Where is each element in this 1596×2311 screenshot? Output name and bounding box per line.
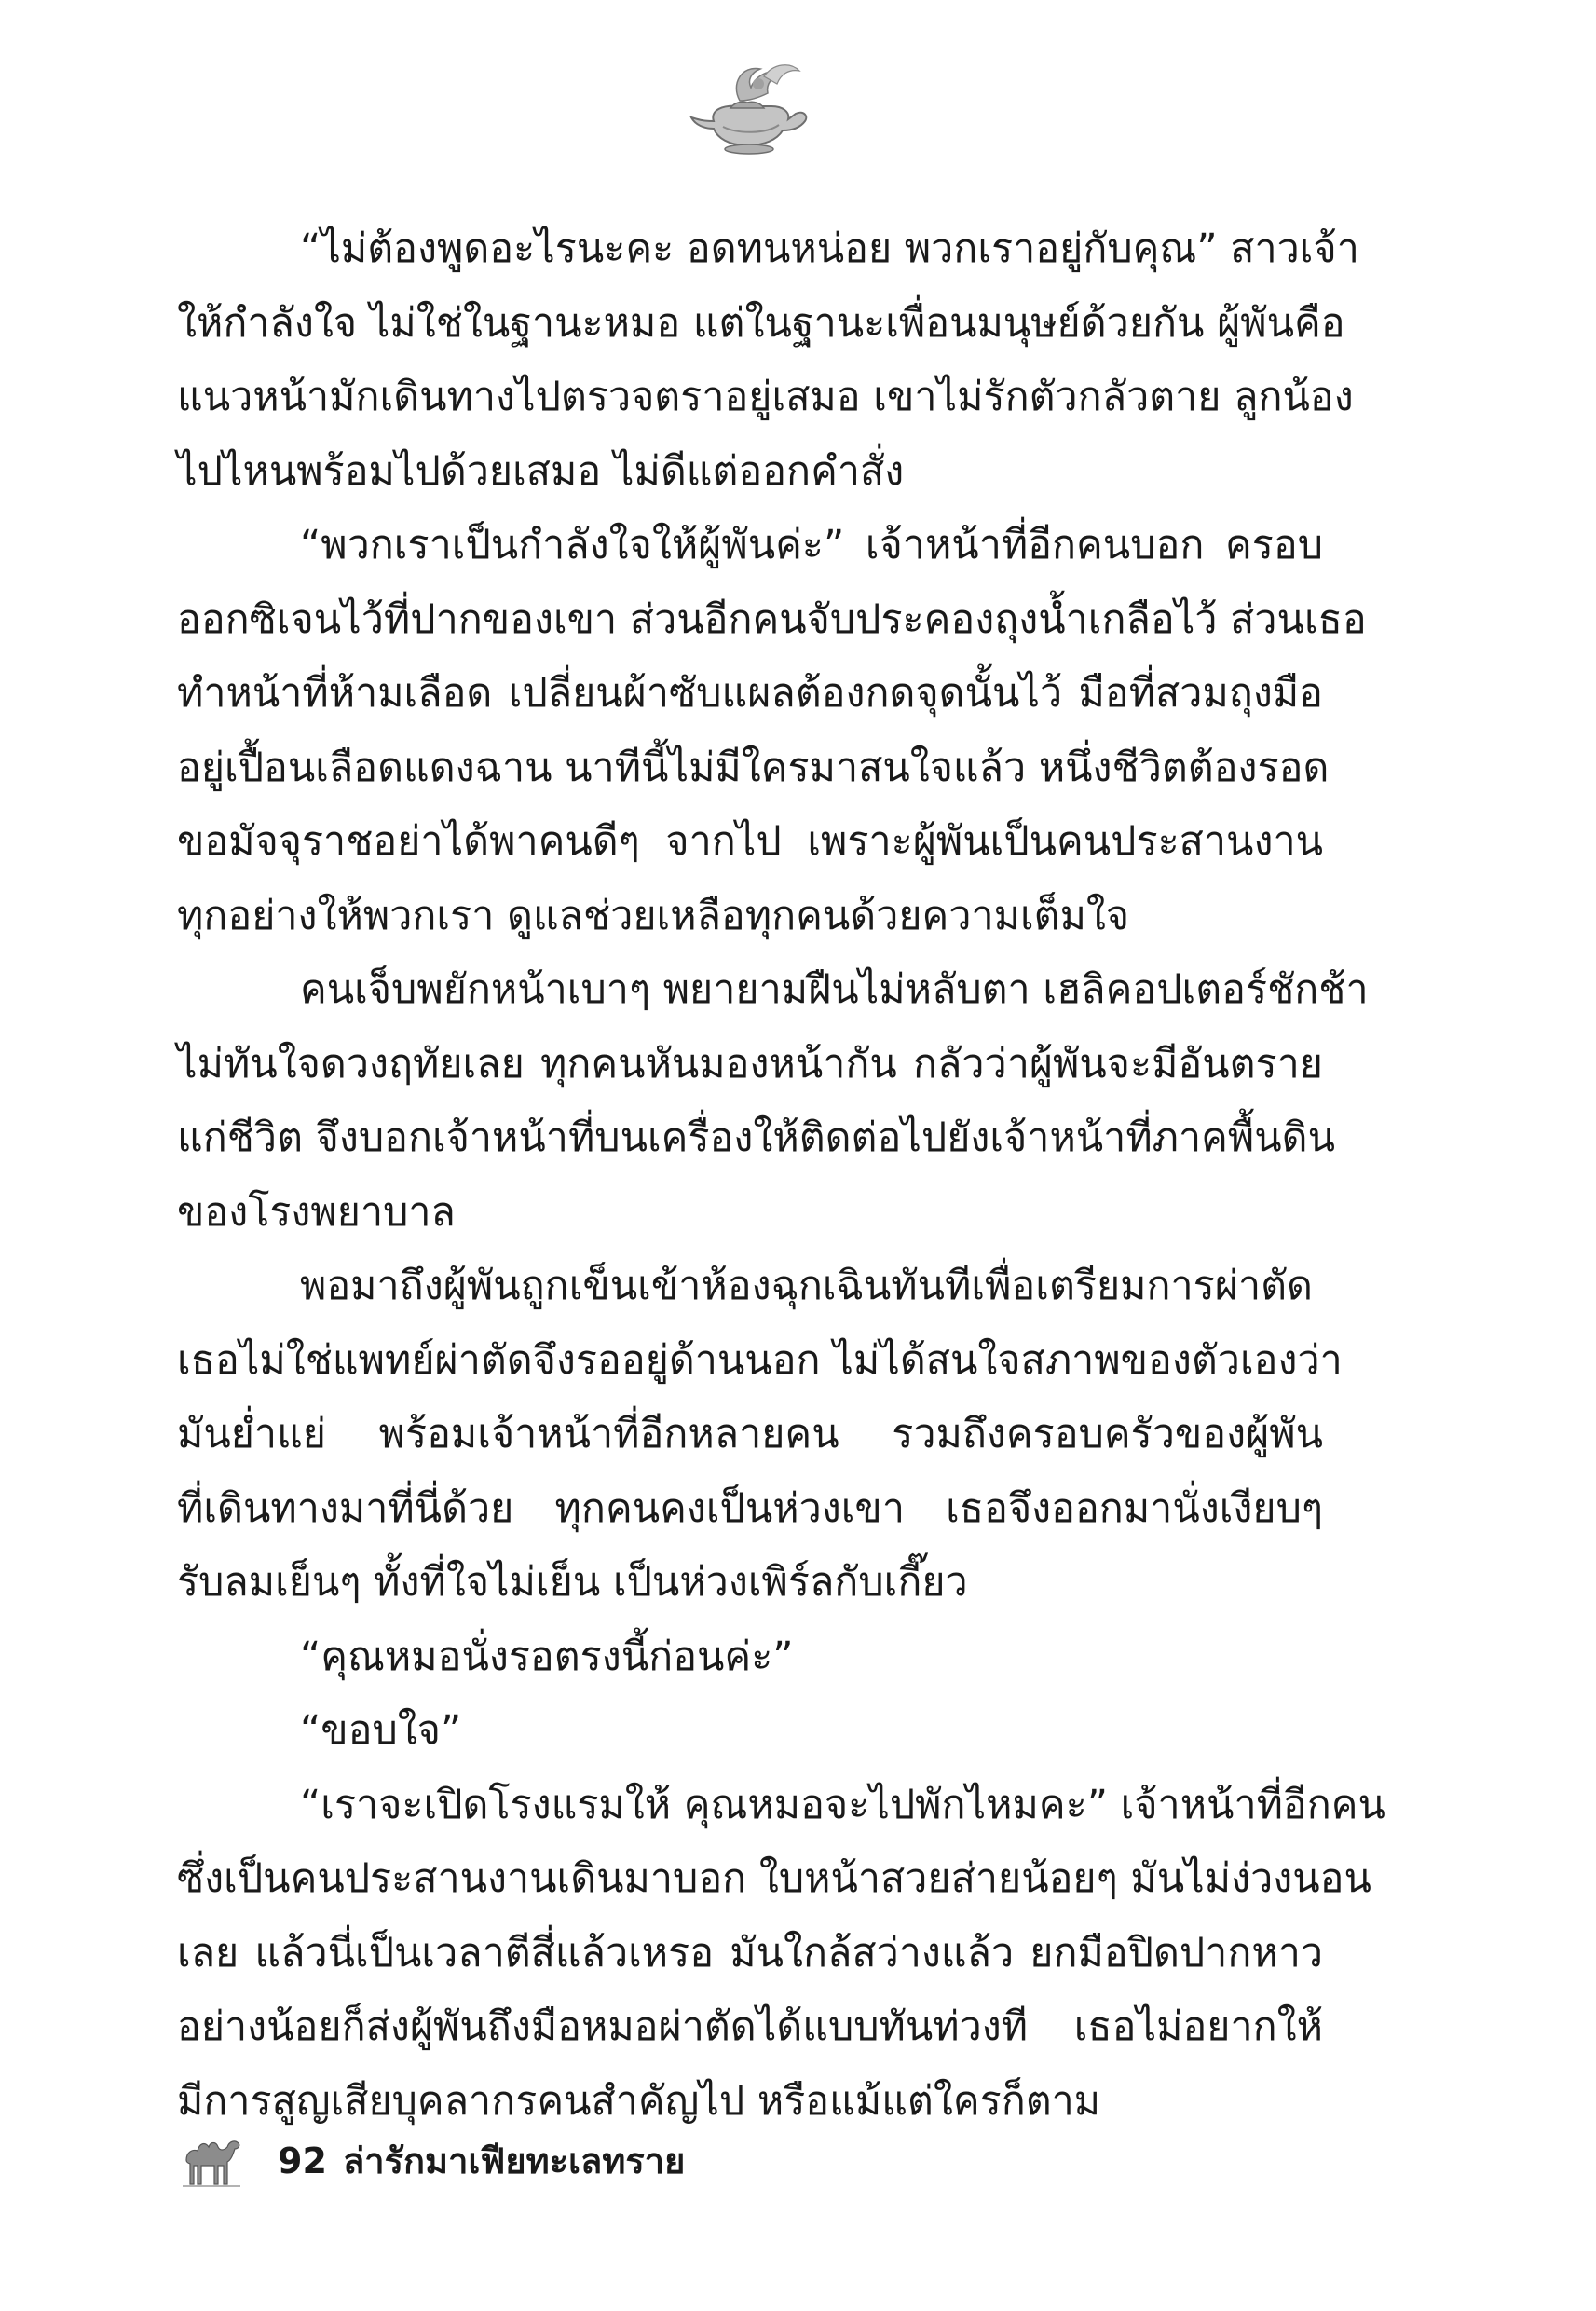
text-line: แนวหน้ามักเดินทางไปตรวจตราอยู่เสมอ เขาไม่รักตัวกลัวตาย ลูกน้อง (177, 374, 1354, 420)
text-line: เลย แล้วนี่เป็นเวลาตีสี่แล้วเหรอ มันใกล้สว่างแล้ว ยกมือปิดปากหาว (177, 1929, 1323, 1976)
text-line: ออกซิเจนไว้ที่ปากของเขา ส่วนอีกคนจับประคองถุงน้ำเกลือไว้ ส่วนเธอ (177, 595, 1367, 643)
text-line: ของโรงพยาบาล (177, 1188, 456, 1236)
text-line: ไปไหนพร้อมไปด้วยเสมอ ไม่ดีแต่ออกคำสั่ง (177, 447, 905, 495)
text-line: อย่างน้อยก็ส่งผู้พันถึงมือหมอผ่าตัดได้แบบทันท่วงที เธอไม่อยากให้ (177, 2003, 1323, 2050)
text-line: มีการสูญเสียบุคลากรคนสำคัญไป หรือแม้แต่ใครก็ตาม (177, 2077, 1101, 2125)
text-line: ที่เดินทางมาที่นี่ด้วย ทุกคนคงเป็นห่วงเขา เธอจึงออกมานั่งเงียบๆ (177, 1484, 1323, 1532)
text-line: ให้กำลังใจ ไม่ใช่ในฐานะหมอ แต่ในฐานะเพื่อนมนุษย์ด้วยกัน ผู้พันคือ (177, 299, 1345, 347)
text-line: “เราจะเปิดโรงแรมให้ คุณหมอจะไปพักไหมคะ” เจ้าหน้าที่อีกคน (300, 1781, 1385, 1828)
page-footer (179, 2132, 924, 2197)
text-line: รับลมเย็นๆ ทั้งที่ใจไม่เย็น เป็นห่วงเพิร์ลกับเกี๊ยว (177, 1559, 968, 1606)
text-line: ซึ่งเป็นคนประสานงานเดินมาบอก ใบหน้าสวยส่ายน้อยๆ มันไม่ง่วงนอน (177, 1855, 1371, 1902)
text-line: “ไม่ต้องพูดอะไรนะคะ อดทนหน่อย พวกเราอยู่กับคุณ” สาวเจ้า (300, 226, 1359, 272)
text-line: “ขอบใจ” (300, 1707, 462, 1754)
page-number: 92 (278, 2140, 327, 2181)
text-line: คนเจ็บพยักหน้าเบาๆ พยายามฝืนไม่หลับตา เฮลิคอปเตอร์ชักช้า (300, 966, 1369, 1013)
text-line: ไม่ทันใจดวงฤทัยเลย ทุกคนหันมองหน้ากัน กลัวว่าผู้พันจะมีอันตราย (177, 1040, 1323, 1087)
text-line: “พวกเราเป็นกำลังใจให้ผู้พันค่ะ” เจ้าหน้าที่อีกคนบอก ครอบ (300, 522, 1323, 568)
chapter-body-text (177, 212, 1385, 2139)
text-line: แก่ชีวิต จึงบอกเจ้าหน้าที่บนเครื่องให้ติดต่อไปยังเจ้าหน้าที่ภาคพื้นดิน (177, 1114, 1335, 1161)
text-line: ทุกอย่างให้พวกเรา ดูแลช่วยเหลือทุกคนด้วยความเต็มใจ (177, 892, 1130, 939)
text-line: ทำหน้าที่ห้ามเลือด เปลี่ยนผ้าซับแผลต้องกดจุดนั้นไว้ มือที่สวมถุงมือ (177, 670, 1323, 717)
text-line: เธอไม่ใช่แพทย์ผ่าตัดจึงรออยู่ด้านนอก ไม่ได้สนใจสภาพของตัวเองว่า (177, 1336, 1343, 1384)
book-title: ล่ารักมาเฟียทะเลทราย (343, 2140, 686, 2181)
text-line: อยู่เปื้อนเลือดแดงฉาน นาทีนี้ไม่มีใครมาสนใจแล้ว หนึ่งชีวิตต้องรอด (177, 744, 1330, 791)
text-line: “คุณหมอนั่งรอตรงนี้ก่อนค่ะ” (300, 1633, 794, 1680)
camel-icon (179, 2132, 244, 2190)
text-line: มันย่ำแย่ พร้อมเจ้าหน้าที่อีกหลายคน รวมถึงครอบครัวของผู้พัน (177, 1411, 1323, 1457)
genie-lamp-icon (686, 56, 816, 158)
text-line: พอมาถึงผู้พันถูกเข็นเข้าห้องฉุกเฉินทันทีเพื่อเตรียมการผ่าตัด (300, 1263, 1313, 1309)
text-line: ขอมัจจุราชอย่าได้พาคนดีๆ จากไป เพราะผู้พันเป็นคนประสานงาน (177, 818, 1323, 865)
